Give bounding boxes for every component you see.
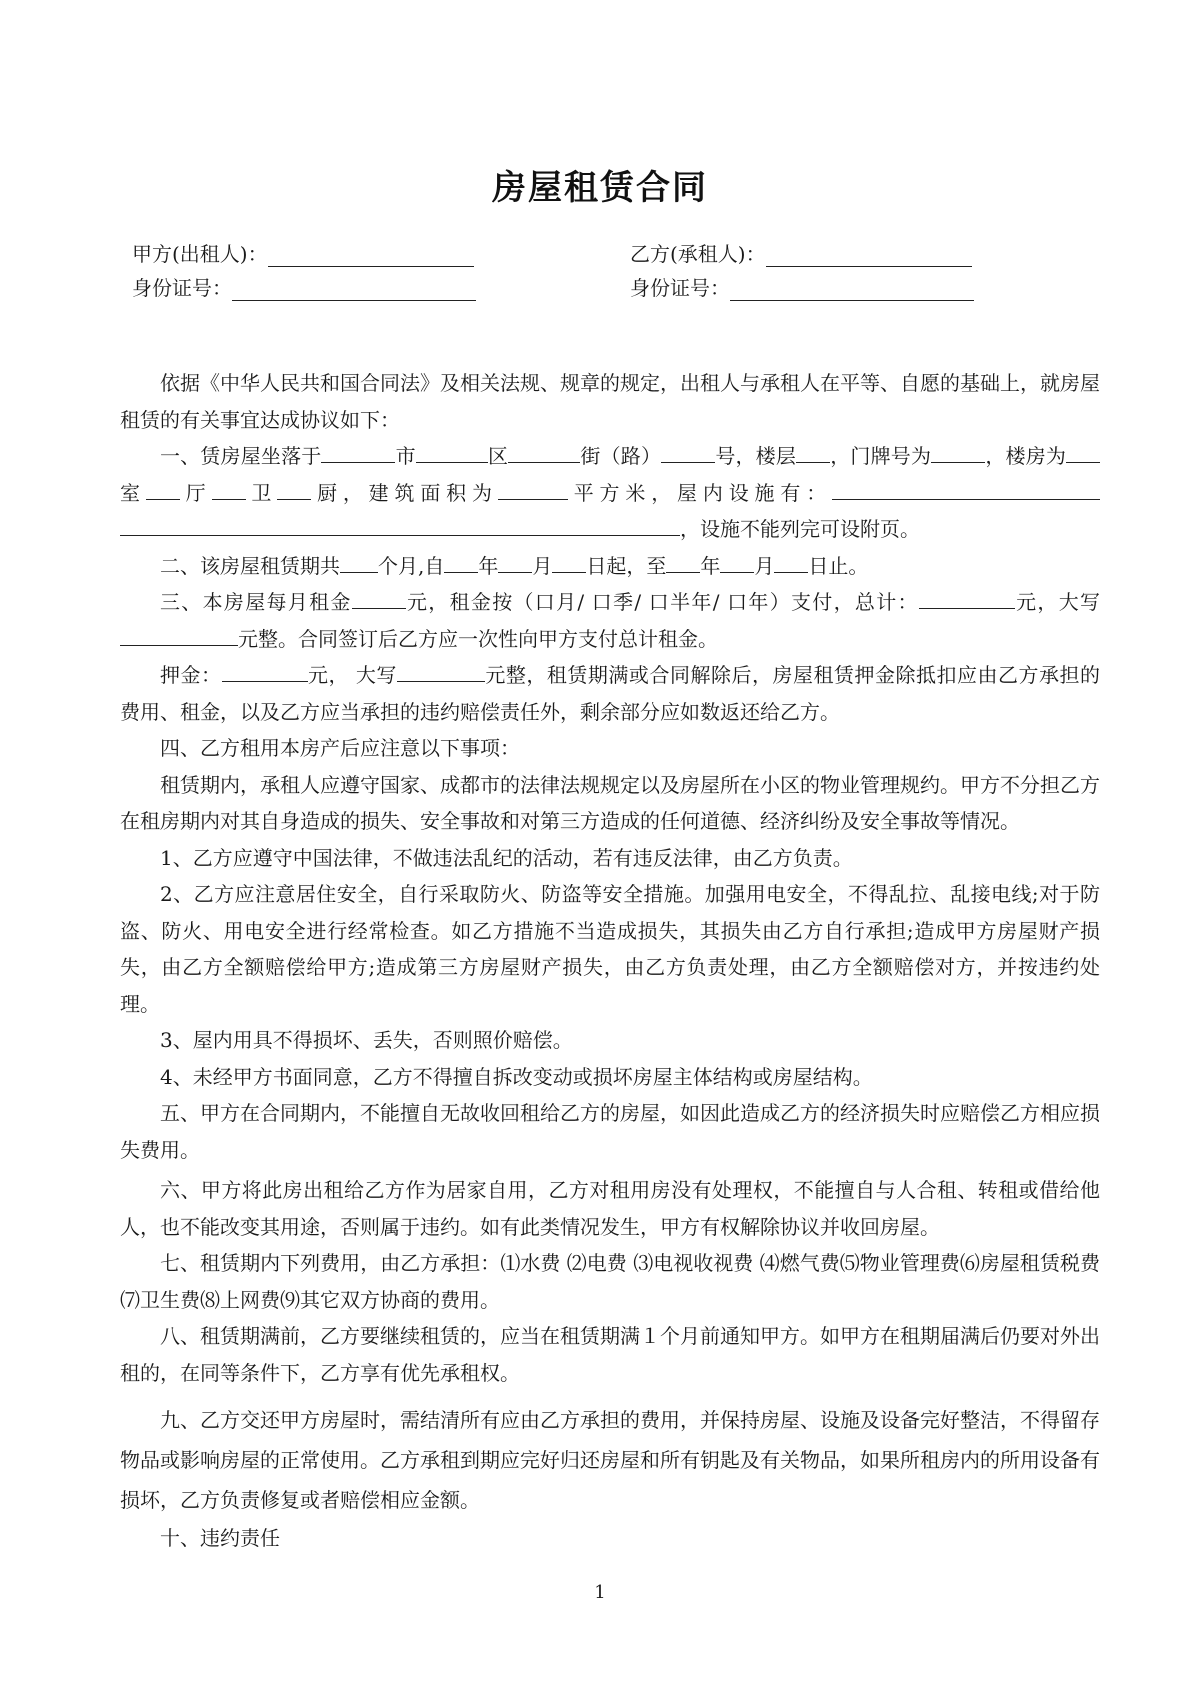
party-a-label: 甲方(出租人)： bbox=[132, 242, 268, 266]
party-b-label: 乙方(承租人)： bbox=[630, 242, 766, 266]
party-b-id-blank bbox=[730, 280, 974, 301]
clause-9: 九、乙方交还甲方房屋时，需结清所有应由乙方承担的费用，并保持房屋、设施及设备完好整洁，不得留存物品或影响房屋的正常使用。乙方承租到期应完好归还房屋和所有钥匙及有关物品，如果所租房内的所用设备有损坏，乙方负责修复或者赔偿相应金额。 bbox=[120, 1408, 1100, 1512]
clause-4-intro: 租赁期内，承租人应遵守国家、成都市的法律法规规定以及房屋所在小区的物业管理规约。甲方不分担乙方在租房期内对其自身造成的损失、安全事故和对第三方造成的任何道德、经济纠纷及安全事故等情况。 bbox=[120, 772, 1100, 833]
deposit-clause: 押金： 元， 大写 元整，租赁期满或合同解除后，房屋租赁押金除抵扣应由乙方承担的费用、租金，以及乙方应当承担的违约赔偿责任外，剩余部分应如数返还给乙方。 bbox=[120, 663, 1101, 724]
clause-2: 二、该房屋租赁期共 个月,自 年 月 日起，至 年 月 日止。 bbox=[160, 553, 869, 578]
clause-4-item-3: 3、屋内用具不得损坏、丢失，否则照价赔偿。 bbox=[160, 1028, 573, 1052]
party-b-blank bbox=[766, 246, 972, 267]
page-number: 1 bbox=[594, 1582, 606, 1603]
document-title: 房屋租赁合同 bbox=[492, 168, 708, 208]
clause-4-heading: 四、乙方租用本房产后应注意以下事项： bbox=[160, 736, 520, 760]
clause-4-item-4: 4、未经甲方书面同意，乙方不得擅自拆改变动或损坏房屋主体结构或房屋结构。 bbox=[160, 1064, 873, 1089]
preamble: 依据《中华人民共和国合同法》及相关法规、规章的规定，出租人与承租人在平等、自愿的基础上，就房屋租赁的有关事宜达成协议如下： bbox=[120, 371, 1100, 432]
clause-1: 一、赁房屋坐落于 市 区 街（路） 号，楼层 ，门牌号为 ，楼房为室 厅 卫 厨，建筑面积为 平方米，屋内设施有：，设施不能列完可设附页。 bbox=[120, 438, 1100, 548]
clause-8: 八、租赁期满前，乙方要继续租赁的，应当在租赁期满１个月前通知甲方。如甲方在租期届满后仍要对外出租的，在同等条件下，乙方享有优先承租权。 bbox=[120, 1324, 1100, 1385]
party-a-id-blank bbox=[232, 280, 476, 301]
party-a-line bbox=[132, 238, 474, 267]
party-a-id-label: 身份证号： bbox=[132, 276, 232, 300]
clause-4-item-2: 2、乙方应注意居住安全，自行采取防火、防盗等安全措施。加强用电安全，不得乱拉、乱接电线;对于防盗、防火、用电安全进行经常检查。如乙方措施不当造成损失，其损失由乙方自行承担;造成甲方房屋财产损失，由乙方全额赔偿给甲方;造成第三方房屋财产损失，由乙方负责处理，由乙方全额赔偿对方，并按违约处理。 bbox=[120, 882, 1100, 1016]
party-b-id-label: 身份证号： bbox=[630, 276, 730, 300]
clause-6: 六、甲方将此房出租给乙方作为居家自用，乙方对租用房没有处理权，不能擅自与人合租、转租或借给他人，也不能改变其用途，否则属于违约。如有此类情况发生，甲方有权解除协议并收回房屋。 bbox=[120, 1178, 1100, 1239]
party-a-blank bbox=[268, 246, 474, 267]
contract-body bbox=[120, 365, 1100, 1557]
clause-5: 五、甲方在合同期内，不能擅自无故收回租给乙方的房屋，如因此造成乙方的经济损失时应赔偿乙方相应损失费用。 bbox=[120, 1101, 1100, 1162]
clause-10-heading: 十、违约责任 bbox=[160, 1526, 280, 1550]
clause-3: 三、本房屋每月租金 元，租金按（口月/ 口季/ 口半年/ 口年）支付，总计： 元，大写元整。合同签订后乙方应一次性向甲方支付总计租金。 bbox=[120, 584, 1100, 657]
clause-7: 七、租赁期内下列费用，由乙方承担：⑴水费 ⑵电费 ⑶电视收视费 ⑷燃气费⑸物业管理费⑹房屋租赁税费⑺卫生费⑻上网费⑼其它双方协商的费用。 bbox=[120, 1251, 1100, 1312]
party-b-id-line bbox=[630, 272, 974, 301]
party-b-line bbox=[630, 238, 972, 267]
party-a-id-line bbox=[132, 272, 476, 301]
clause-4-item-1: 1、乙方应遵守中国法律，不做违法乱纪的活动，若有违反法律，由乙方负责。 bbox=[160, 845, 853, 870]
